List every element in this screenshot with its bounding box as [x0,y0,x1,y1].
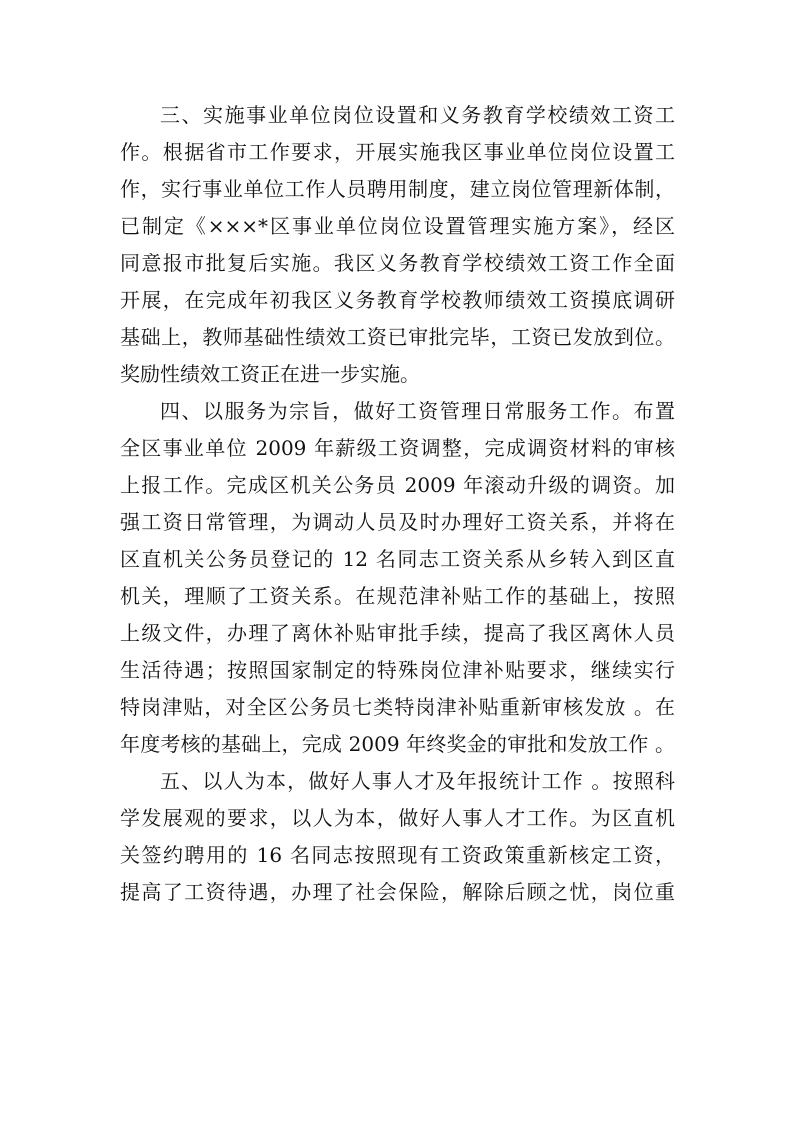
paragraph-4-line-10: 年度考核的基础上，完成 2009 年终奖金的审批和发放工作 。 [120,732,675,756]
paragraph-5-line-2: 学发展观的要求，以人为本，做好人事人才工作。为区直机 [120,806,675,830]
paragraph-4-line-5: 区直机关公务员登记的 12 名同志工资关系从乡转入到区直 [120,547,675,571]
paragraph-4-line-8: 生活待遇；按照国家制定的特殊岗位津补贴要求，继续实行 [120,658,675,682]
paragraph-3-line-4: 已制定《×××*区事业单位岗位设置管理实施方案》，经区 [120,214,675,238]
paragraph-4-line-2: 全区事业单位 2009 年薪级工资调整，完成调资材料的审核 [120,436,675,460]
paragraph-3-line-3: 作，实行事业单位工作人员聘用制度，建立岗位管理新体制， [120,177,675,201]
paragraph-4-line-4: 强工资日常管理，为调动人员及时办理好工资关系，并将在 [120,510,675,534]
paragraph-4-line-1: 四、以服务为宗旨，做好工资管理日常服务工作。布置 [160,399,675,423]
paragraph-5-line-4: 提高了工资待遇，办理了社会保险，解除后顾之忧，岗位重 [120,880,675,904]
paragraph-3-line-7: 基础上，教师基础性绩效工资已审批完毕，工资已发放到位。 [120,325,675,349]
paragraph-5-line-1: 五、以人为本，做好人事人才及年报统计工作 。按照科 [160,769,675,793]
paragraph-4-line-6: 机关，理顺了工资关系。在规范津补贴工作的基础上，按照 [120,584,675,608]
paragraph-4-line-7: 上级文件，办理了离休补贴审批手续，提高了我区离休人员 [120,621,675,645]
paragraph-3-line-2: 作。根据省市工作要求，开展实施我区事业单位岗位设置工 [120,140,675,164]
paragraph-4-line-9: 特岗津贴，对全区公务员七类特岗津补贴重新审核发放 。在 [120,695,675,719]
paragraph-4-line-3: 上报工作。完成区机关公务员 2009 年滚动升级的调资。加 [120,473,675,497]
paragraph-5-line-3: 关签约聘用的 16 名同志按照现有工资政策重新核定工资， [120,843,675,867]
paragraph-3-line-8: 奖励性绩效工资正在进一步实施。 [120,362,420,386]
paragraph-3-line-6: 开展，在完成年初我区义务教育学校教师绩效工资摸底调研 [120,288,675,312]
paragraph-3-line-1: 三、实施事业单位岗位设置和义务教育学校绩效工资工 [160,103,675,127]
paragraph-3-line-5: 同意报市批复后实施。我区义务教育学校绩效工资工作全面 [120,251,675,275]
